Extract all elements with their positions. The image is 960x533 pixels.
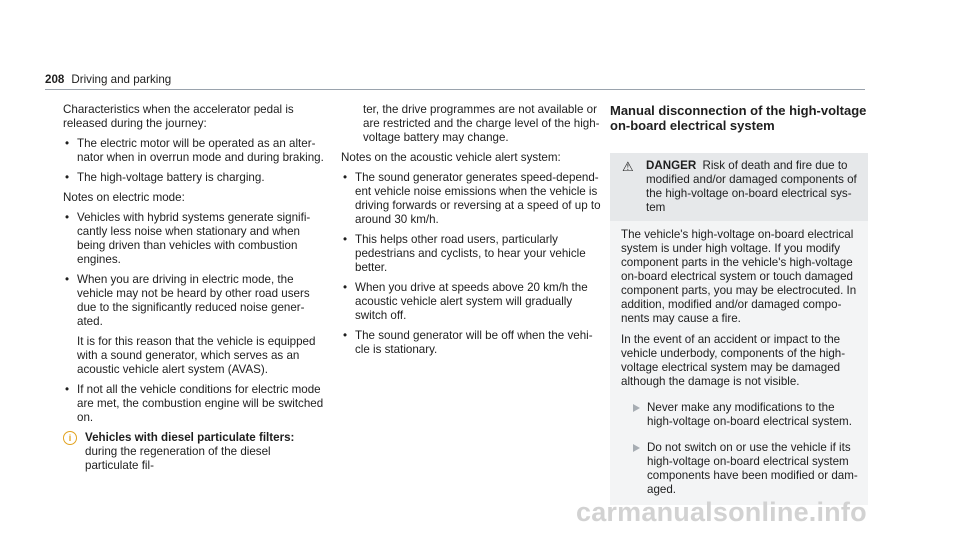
- header-rule: [45, 89, 865, 90]
- list-item: • The electric motor will be operated as an alternator when in overrun mode and during braking.: [63, 137, 325, 165]
- action-step: [621, 401, 858, 429]
- note-title: Vehicles with diesel particulate filters:: [85, 431, 295, 444]
- danger-label: DANGER: [646, 159, 697, 172]
- list-item: • Vehicles with hybrid systems generate significantly less noise when stationary and when being driven than vehicles with combustion engines.: [63, 211, 325, 267]
- bullet-list: [63, 383, 325, 425]
- list-item: • The high-voltage battery is charging.: [63, 171, 325, 185]
- watermark: carmanualsonline.info: [576, 497, 867, 527]
- danger-body: [610, 221, 868, 505]
- arrow-right-icon: [633, 444, 640, 452]
- page-header: [45, 73, 171, 87]
- section-title: Driving and parking: [71, 73, 172, 86]
- list-item: [63, 273, 325, 329]
- danger-box: [610, 153, 868, 505]
- list-item: • If not all the vehicle conditions for electric mode are met, the combustion engine will be switched on.: [63, 383, 325, 425]
- list-item: • When you drive at speeds above 20 km/h the acoustic vehicle alert system will gradually switch off.: [341, 281, 603, 323]
- list-item: • The sound generator generates speed-dependent vehicle noise emissions when the vehicle is driving forwards or reversing at a speed of up to around 30 km/h.: [341, 171, 603, 227]
- column-1: [63, 103, 325, 473]
- note-text: during the regeneration of the diesel particulate fil-: [85, 445, 271, 472]
- intro-text: Characteristics when the accelerator pedal is released during the journey:: [63, 103, 294, 130]
- list-item: • This helps other road users, particularly pedestrians and cyclists, to hear your vehicle better.: [341, 233, 603, 275]
- warning-triangle-icon: ⚠: [622, 159, 634, 174]
- action-text: Do not switch on or use the vehicle if its high-voltage on-board electrical system components have been modified or damaged.: [647, 441, 858, 496]
- danger-text: Risk of death and fire due to modified and/or damaged components of the high-voltage on-board electrical system: [646, 159, 857, 214]
- danger-header: [610, 153, 868, 221]
- danger-paragraph: The vehicle's high-voltage on-board electrical system is under high voltage. If you modify component parts in the vehicle's high-voltage on-board electrical system or touch damaged component parts, you may be electrocuted. In addition, modified and/or damaged components may cause a fire.: [621, 228, 857, 325]
- bullet-list: [63, 211, 325, 329]
- action-step: [621, 441, 858, 497]
- bullet-list: [341, 171, 603, 357]
- list-item-continuation: It is for this reason that the vehicle is equipped with a sound generator, which serves as an acoustic vehicle alert system (AVAS).: [77, 335, 316, 376]
- note: [63, 431, 325, 473]
- list-item-text: When you are driving in electric mode, the vehicle may not be heard by other road users due to the significantly reduced noise generated.: [77, 273, 310, 328]
- column-2: [341, 103, 603, 363]
- list-item: • The sound generator will be off when the vehicle is stationary.: [341, 329, 603, 357]
- column-3: [610, 103, 868, 505]
- info-icon: i: [63, 431, 77, 445]
- note-continuation: ter, the drive programmes are not available or are restricted and the charge level of the high-voltage battery may change.: [363, 103, 600, 144]
- notes-heading: Notes on the acoustic vehicle alert system:: [341, 151, 561, 164]
- arrow-right-icon: [633, 404, 640, 412]
- section-heading: Manual disconnection of the high-voltage on-board electrical system: [610, 103, 867, 133]
- action-text: Never make any modifications to the high-voltage on-board electrical system.: [647, 401, 852, 428]
- danger-paragraph: In the event of an accident or impact to the vehicle underbody, components of the high-voltage electrical system may be damaged although the damage is not visible.: [621, 333, 846, 388]
- notes-heading: Notes on electric mode:: [63, 191, 185, 204]
- bullet-list: [63, 137, 325, 185]
- page-number: 208: [45, 73, 65, 86]
